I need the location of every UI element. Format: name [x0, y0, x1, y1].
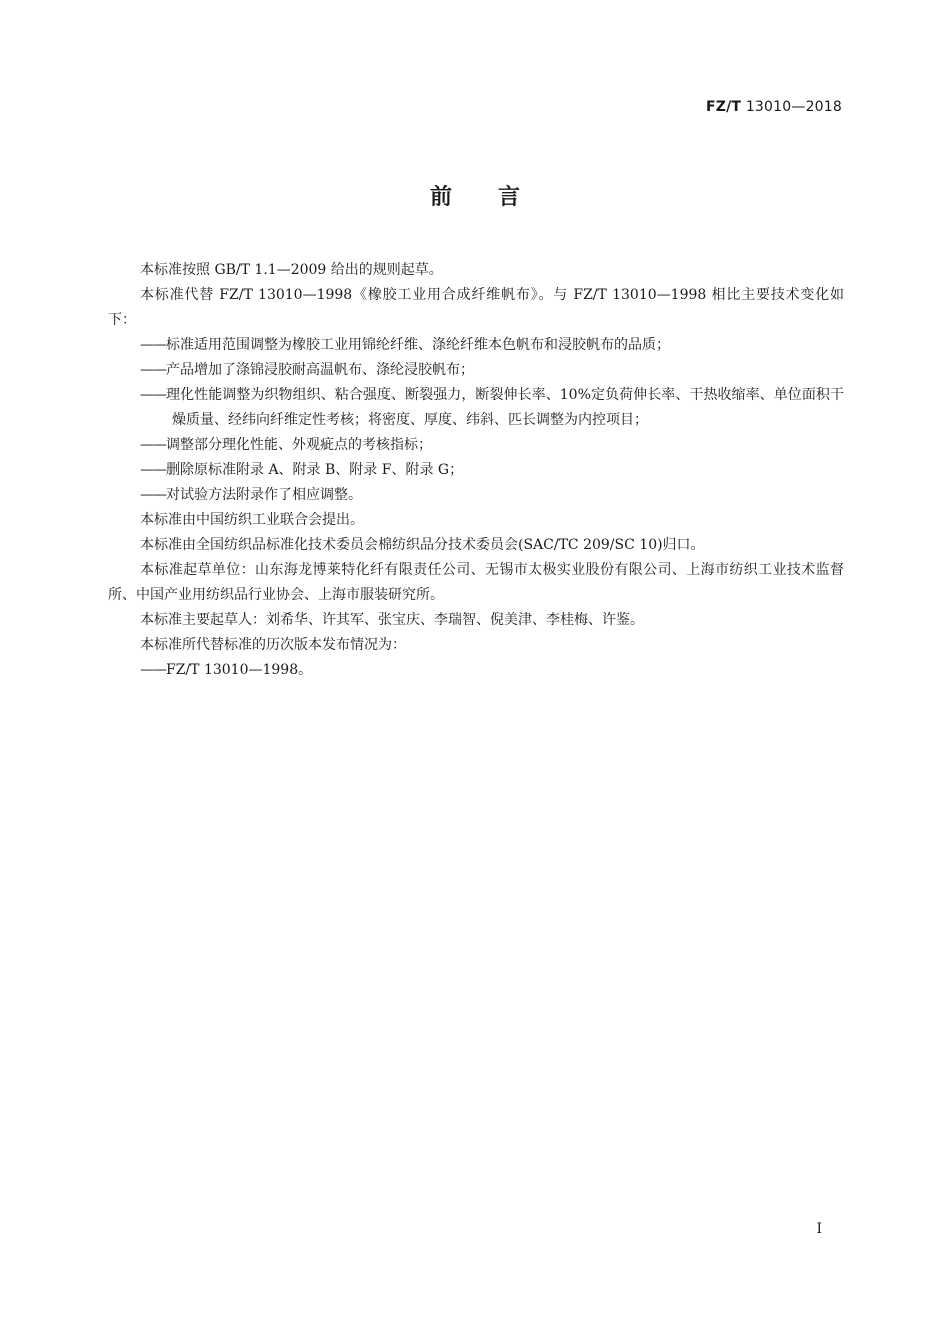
list-item-text: 对试验方法附录作了相应调整。: [166, 487, 362, 503]
dash-mark: ——: [140, 362, 166, 378]
dash-mark: ——: [140, 487, 166, 503]
paragraph: 本标准主要起草人：刘希华、许其军、张宝庆、李瑞智、倪美津、李桂梅、许鉴。: [140, 612, 644, 628]
paragraph: 本标准按照 GB/T 1.1—2009 给出的规则起草。: [140, 262, 443, 278]
list-item: [108, 658, 844, 683]
dash-mark: ——: [140, 387, 166, 403]
paragraph: 本标准由中国纺织工业联合会提出。: [140, 512, 364, 528]
page-title: 前言: [429, 185, 566, 210]
dash-mark: ——: [140, 462, 166, 478]
paragraph: 本标准所代替标准的历次版本发布情况为：: [140, 637, 406, 653]
list-item-text: 理化性能调整为织物组织、粘合强度、断裂强力，断裂伸长率、10%定负荷伸长率、干热收缩率、单位面积干燥质量、经纬向纤维定性考核；将密度、厚度、纬斜、匹长调整为内控项目；: [166, 387, 844, 428]
standard-prefix: FZ/T: [705, 99, 742, 115]
standard-number: 13010—2018: [745, 99, 842, 115]
dash-mark: ——: [140, 337, 166, 353]
list-item: [108, 358, 844, 383]
paragraph: 本标准代替 FZ/T 13010—1998《橡胶工业用合成纤维帆布》。与 FZ/T 13010—1998 相比主要技术变化如下：: [108, 287, 844, 328]
list-item: [108, 333, 844, 358]
list-item-text: 调整部分理化性能、外观疵点的考核指标；: [166, 437, 432, 453]
list-item: [108, 433, 844, 458]
foreword-body: [108, 258, 844, 683]
list-item-text: 标准适用范围调整为橡胶工业用锦纶纤维、涤纶纤维本色帆布和浸胶帆布的品质；: [166, 337, 670, 353]
paragraph: 本标准起草单位：山东海龙博莱特化纤有限责任公司、无锡市太极实业股份有限公司、上海市纺织工业技术监督所、中国产业用纺织品行业协会、上海市服装研究所。: [108, 562, 844, 603]
dash-mark: ——: [140, 662, 166, 678]
standard-code: [706, 99, 842, 115]
list-item: [108, 458, 844, 483]
list-item-text: FZ/T 13010—1998。: [166, 662, 313, 678]
list-item-text: 删除原标准附录 A、附录 B、附录 F、附录 G；: [166, 462, 464, 478]
page-number: I: [816, 1221, 822, 1237]
list-item: [108, 483, 844, 508]
dash-mark: ——: [140, 437, 166, 453]
list-item: [108, 383, 844, 433]
list-item-text: 产品增加了涤锦浸胶耐高温帆布、涤纶浸胶帆布；: [166, 362, 474, 378]
paragraph: 本标准由全国纺织品标准化技术委员会棉纺织品分技术委员会(SAC/TC 209/SC 10)归口。: [140, 537, 705, 553]
